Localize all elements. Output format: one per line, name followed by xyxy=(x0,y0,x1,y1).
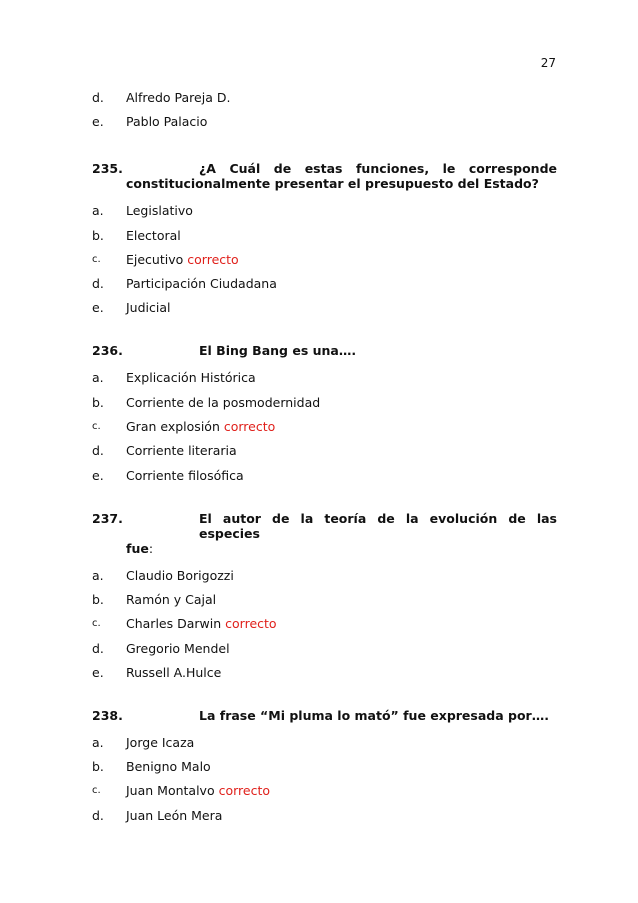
option-text: Ramón y Cajal xyxy=(126,591,217,607)
correct-mark: correcto xyxy=(225,616,277,632)
option-d xyxy=(92,276,557,291)
option-text: Judicial xyxy=(126,300,171,316)
correct-mark: correcto xyxy=(223,419,276,435)
option-e xyxy=(92,300,557,315)
option-c xyxy=(92,419,557,434)
option-text: Gran explosión xyxy=(126,419,220,435)
option-e xyxy=(92,665,557,680)
option-text: Corriente literaria xyxy=(126,443,237,459)
option-a xyxy=(92,568,557,583)
option-e xyxy=(92,468,557,483)
option-d xyxy=(92,641,557,656)
question-text: La frase “Mi pluma lo mató” fue expresada por…. xyxy=(199,707,549,723)
option-letter: c. xyxy=(92,618,101,630)
option-text: Explicación Histórica xyxy=(126,370,256,386)
question-number: 235. xyxy=(92,161,123,177)
option-letter: a. xyxy=(92,734,104,750)
option-letter: c. xyxy=(92,421,101,433)
question-text-continued: constitucionalmente presentar el presupuesto del Estado? xyxy=(126,176,539,192)
option-text: Corriente de la posmodernidad xyxy=(126,394,321,410)
option-e xyxy=(92,114,557,129)
option-d xyxy=(92,808,557,823)
correct-mark: correcto xyxy=(218,783,271,799)
option-text: Jorge Icaza xyxy=(126,734,195,750)
option-text: Electoral xyxy=(126,227,181,243)
option-text: Corriente filosófica xyxy=(126,467,244,483)
option-a xyxy=(92,735,557,750)
document-body xyxy=(92,90,557,832)
question-number: 237. xyxy=(92,510,123,526)
question-235 xyxy=(92,161,557,191)
option-d xyxy=(92,443,557,458)
option-a xyxy=(92,203,557,218)
option-letter: d. xyxy=(92,807,104,823)
question-text-suffix: : xyxy=(148,540,154,556)
option-text: Juan Montalvo xyxy=(126,783,215,799)
option-letter: b. xyxy=(92,394,104,410)
option-letter: d. xyxy=(92,640,104,656)
question-237 xyxy=(92,511,557,556)
option-letter: b. xyxy=(92,591,104,607)
option-text: Participación Ciudadana xyxy=(126,276,277,292)
option-letter: a. xyxy=(92,370,104,386)
option-d xyxy=(92,90,557,105)
option-text: Juan León Mera xyxy=(126,807,223,823)
question-text: El Bing Bang es una…. xyxy=(199,343,357,359)
question-238 xyxy=(92,708,557,723)
correct-mark: correcto xyxy=(187,251,239,267)
option-text: Russell A.Hulce xyxy=(126,664,222,680)
option-letter: a. xyxy=(92,567,104,583)
option-letter: d. xyxy=(92,90,104,105)
option-b xyxy=(92,228,557,243)
option-text: Gregorio Mendel xyxy=(126,640,230,656)
option-b xyxy=(92,592,557,607)
option-a xyxy=(92,370,557,385)
question-text: ¿A Cuál de estas funciones, le corresponde xyxy=(199,161,557,177)
option-letter: b. xyxy=(92,227,104,243)
option-text: Charles Darwin xyxy=(126,616,222,632)
option-c xyxy=(92,783,557,798)
option-b xyxy=(92,395,557,410)
option-letter: c. xyxy=(92,785,101,797)
option-letter: e. xyxy=(92,664,104,680)
option-text: Claudio Borigozzi xyxy=(126,567,234,583)
option-b xyxy=(92,759,557,774)
option-letter: e. xyxy=(92,114,104,130)
option-letter: d. xyxy=(92,443,104,459)
question-text: El autor de la teoría de la evolución de las especies xyxy=(199,510,557,541)
option-text: Alfredo Pareja D. xyxy=(126,90,231,105)
option-letter: e. xyxy=(92,300,104,316)
question-text-continued: fue xyxy=(126,540,149,556)
option-letter: a. xyxy=(92,203,104,219)
option-text: Legislativo xyxy=(126,203,193,219)
option-c xyxy=(92,252,557,267)
option-text: Ejecutivo xyxy=(126,251,184,267)
option-c xyxy=(92,616,557,631)
option-letter: e. xyxy=(92,467,104,483)
option-letter: b. xyxy=(92,759,104,775)
question-number: 236. xyxy=(92,343,123,359)
option-text: Pablo Palacio xyxy=(126,114,208,130)
question-236 xyxy=(92,343,557,358)
page-number: 27 xyxy=(540,56,556,70)
question-number: 238. xyxy=(92,707,123,723)
option-letter: d. xyxy=(92,276,104,292)
option-text: Benigno Malo xyxy=(126,759,211,775)
option-letter: c. xyxy=(92,253,101,265)
